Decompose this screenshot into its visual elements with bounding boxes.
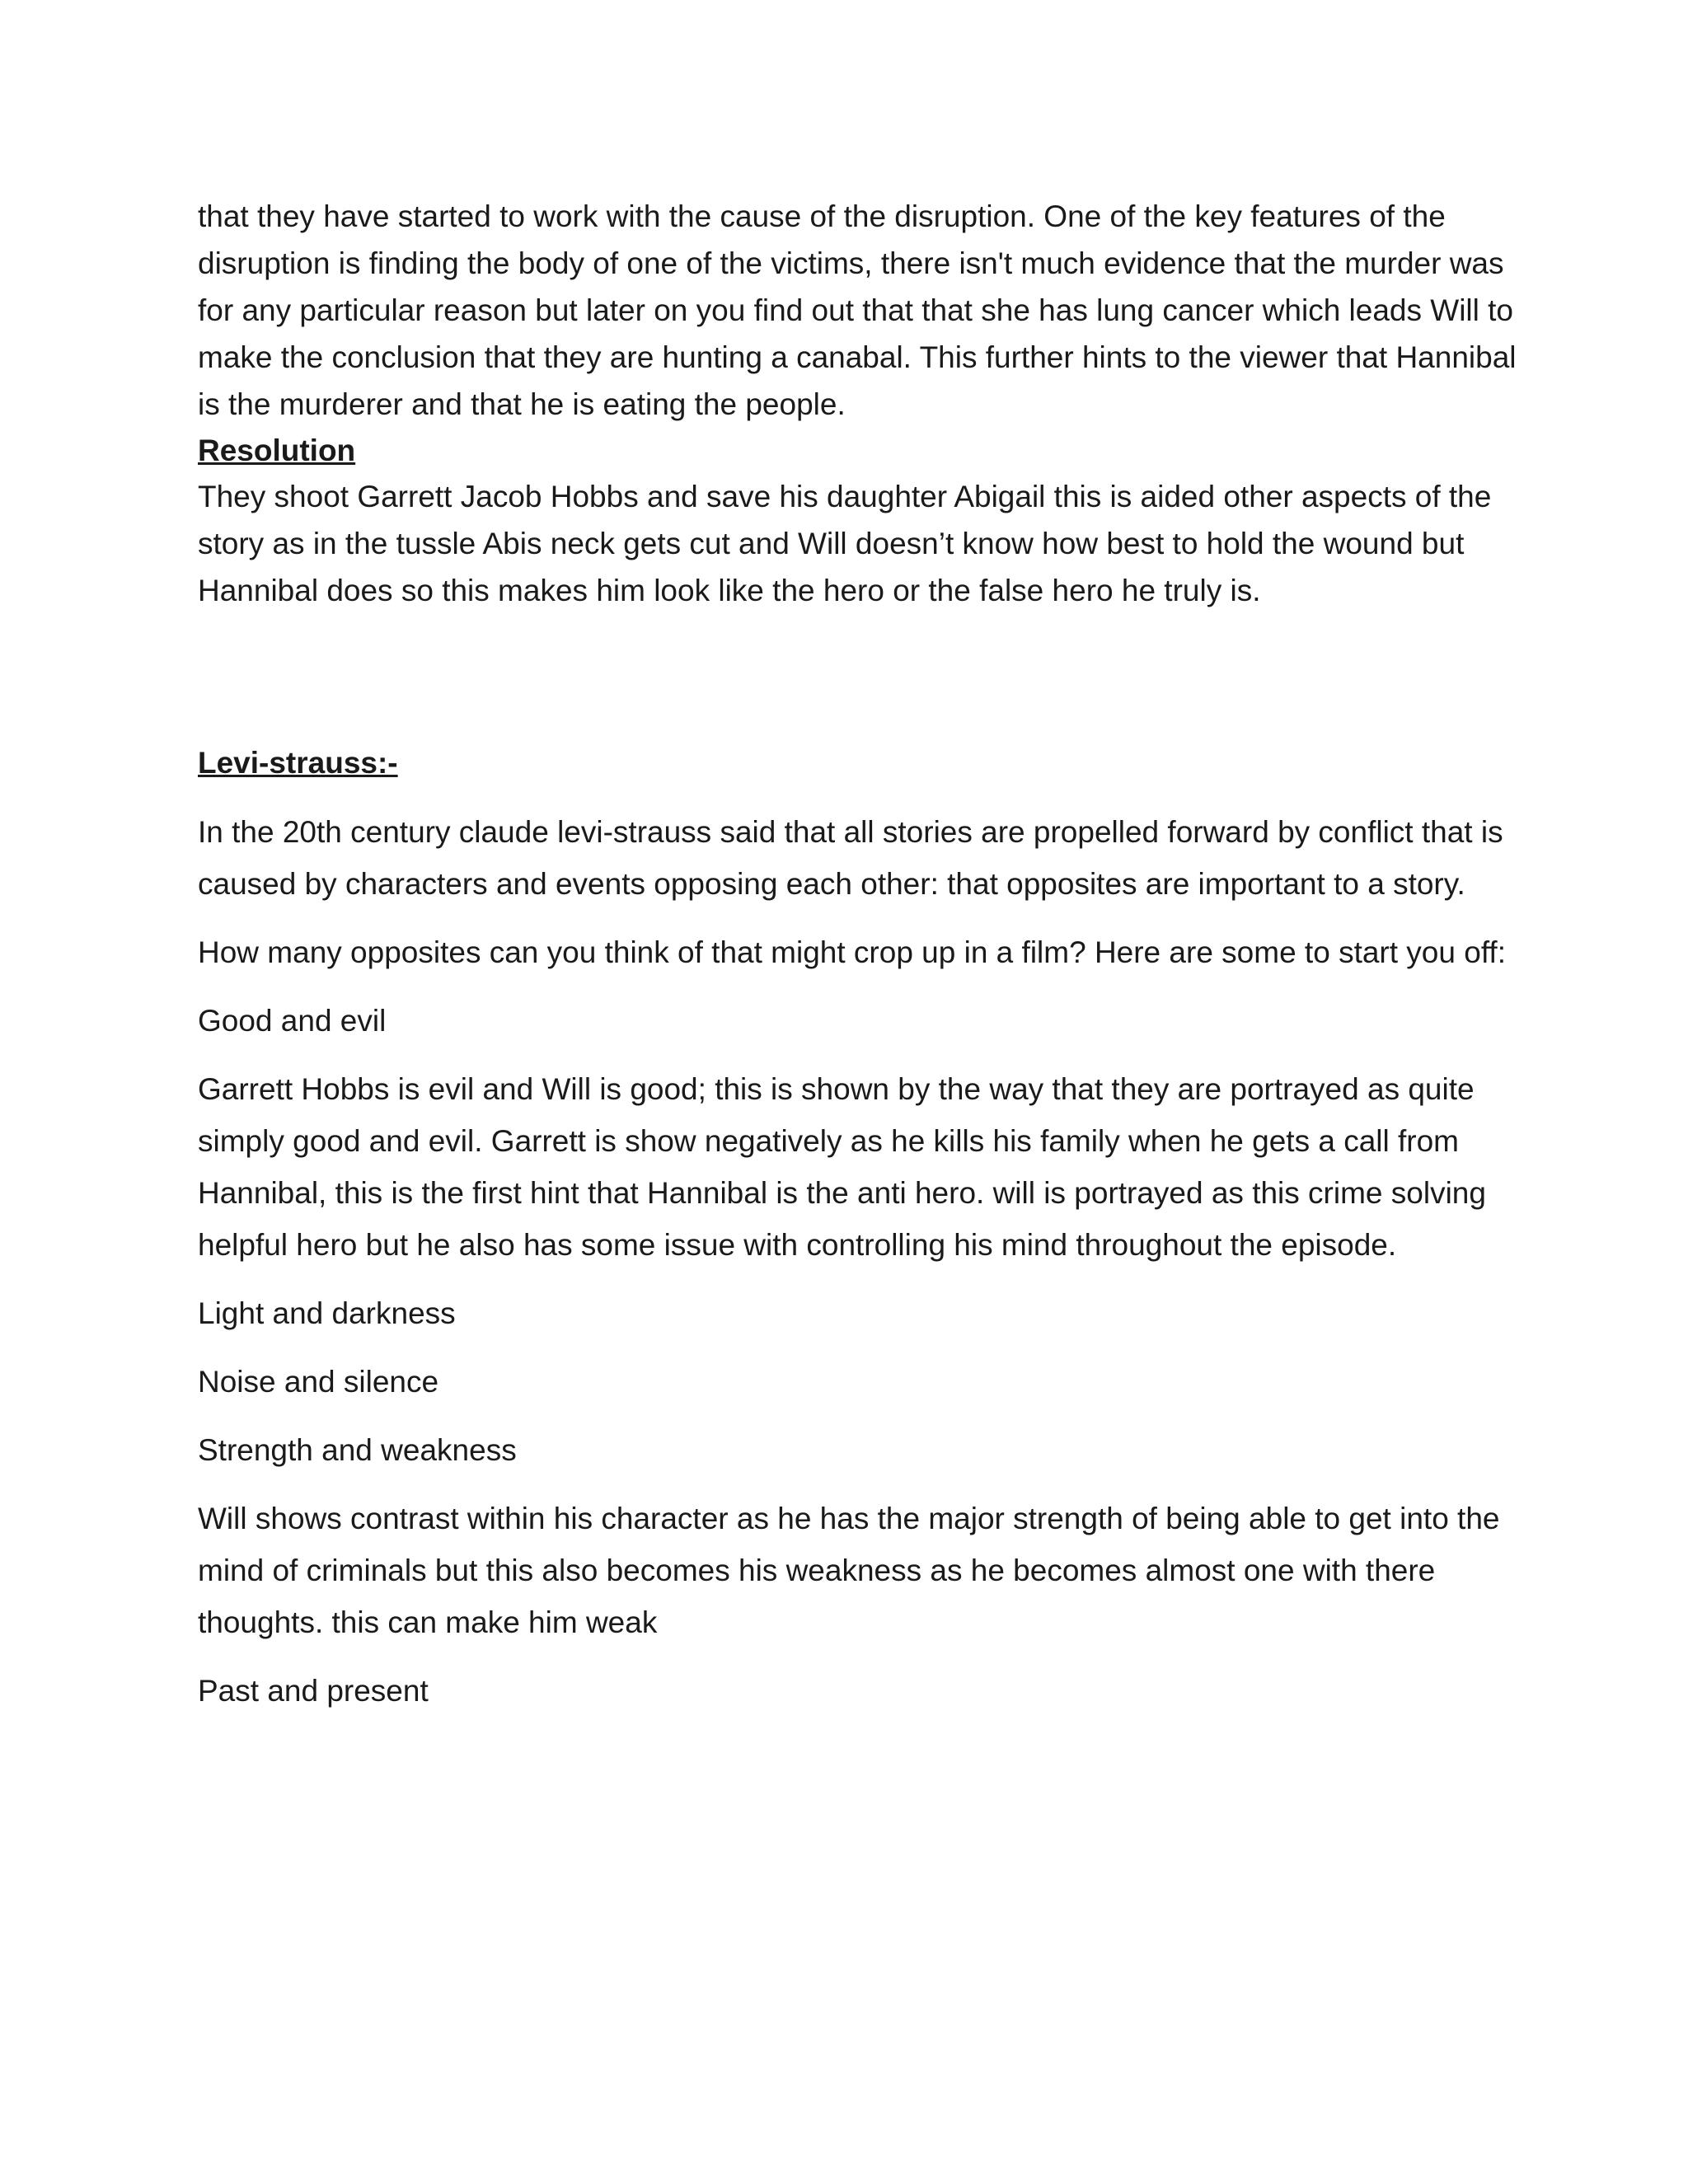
light-and-darkness-label: Light and darkness xyxy=(198,1296,456,1330)
noise-and-silence-label: Noise and silence xyxy=(198,1365,439,1399)
opposites-question-paragraph: How many opposites can you think of that might crop up in a film? Here are some to start you off: xyxy=(198,935,1506,969)
good-and-evil-paragraph: Garrett Hobbs is evil and Will is good; this is shown by the way that they are portrayed as quite simply good and evil. Garrett is show negatively as he kills his family when he gets a call from Hannibal, this is the first hint that Hannibal is the anti hero. will is portrayed as this crime solving helpful hero but he also has some issue with controlling his mind throughout the episode. xyxy=(198,1072,1486,1262)
resolution-heading: Resolution xyxy=(198,434,356,467)
levi-strauss-heading: Levi-strauss:- xyxy=(198,746,398,780)
past-and-present-label: Past and present xyxy=(198,1674,429,1708)
intro-paragraph: that they have started to work with the cause of the disruption. One of the key features of the disruption is finding the body of one of the victims, there isn't much evidence that the murder was for any particular reason but later on you find out that that she has lung cancer which leads Will to make the conclusion that they are hunting a canabal. This further hints to the viewer that Hannibal is the murderer and that he is eating the people. xyxy=(198,199,1517,421)
document-body xyxy=(198,193,1517,1717)
resolution-paragraph: They shoot Garrett Jacob Hobbs and save his daughter Abigail this is aided other aspects of the story as in the tussle Abis neck gets cut and Will doesn’t know how best to hold the wound but Hannibal does so this makes him look like the hero or the false hero he truly is. xyxy=(198,480,1492,607)
strength-and-weakness-label: Strength and weakness xyxy=(198,1433,517,1467)
good-and-evil-label: Good and evil xyxy=(198,1004,387,1038)
strength-and-weakness-paragraph: Will shows contrast within his character as he has the major strength of being able to get into the mind of criminals but this also becomes his weakness as he becomes almost one with there thoughts. this can make him weak xyxy=(198,1502,1500,1639)
levi-strauss-intro-paragraph: In the 20th century claude levi-strauss said that all stories are propelled forward by conflict that is caused by characters and events opposing each other: that opposites are important to a story. xyxy=(198,815,1503,901)
